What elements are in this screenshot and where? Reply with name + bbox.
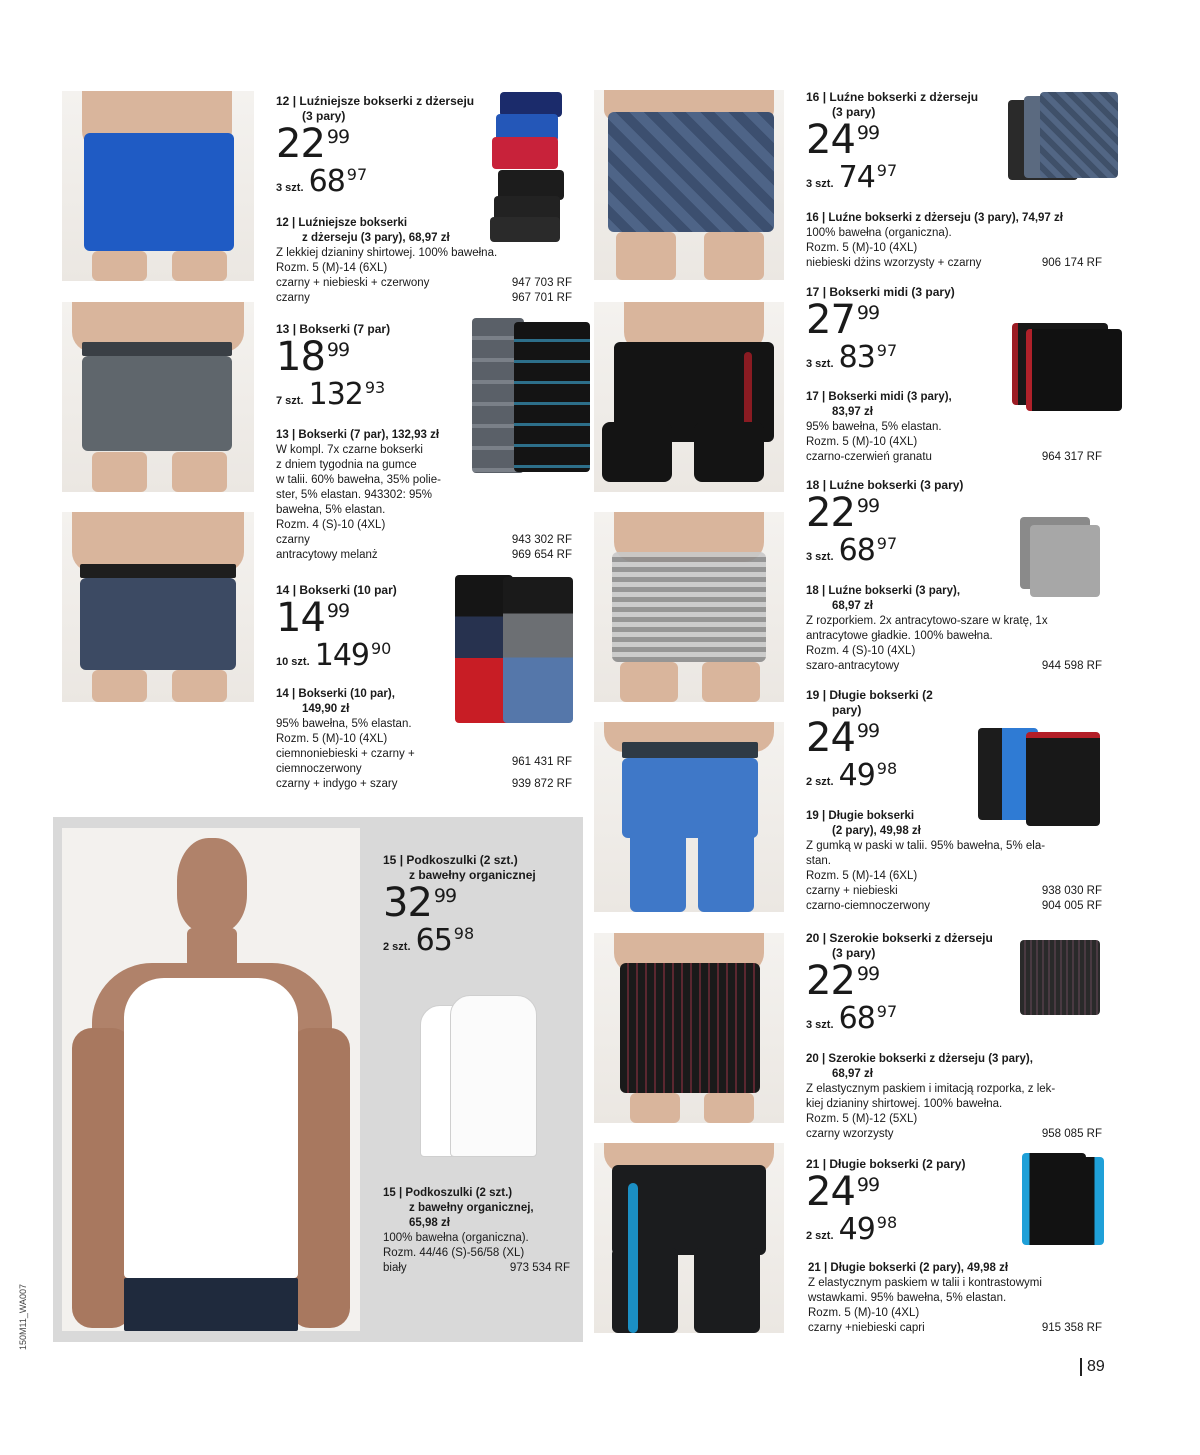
product-photo-checked-boxers [594, 512, 784, 702]
product-photo-navy-boxers [62, 512, 254, 702]
variant-row: czarno-czerwień granatu 964 317 RF [806, 451, 1102, 463]
pack-image-19 [978, 728, 1100, 820]
product-13-price: 18 99 [276, 334, 350, 380]
product-12-title: 12 | Luźniejsze bokserki z dżerseju (3 pary) [276, 94, 475, 123]
variant-row: biały 973 534 RF [383, 1262, 570, 1274]
page-number: 89 [1080, 1358, 1105, 1376]
variant-row: szaro-antracytowy 944 598 RF [806, 660, 1102, 672]
product-14-price: 14 99 [276, 595, 350, 641]
variant-row: niebieski dżins wzorzysty + czarny 906 174 RF [806, 257, 1102, 269]
product-15-description: 15 | Podkoszulki (2 szt.) z bawełny organicznej, 65,98 zł 100% bawełna (organiczna). Rozm. 44/46 (S)-56/58 (XL) biały 973 534 RF [383, 1187, 570, 1274]
product-18-multi-price: 3 szt. 68 97 [806, 533, 898, 568]
product-photo-striped-boxers [594, 933, 784, 1123]
product-17-title: 17 | Bokserki midi (3 pary) [806, 285, 955, 299]
product-15-price: 32 99 [383, 880, 457, 926]
product-16-description: 16 | Luźne bokserki z dżerseju (3 pary), 74,97 zł 100% bawełna (organiczna). Rozm. 5 (M)-10 (4XL) niebieski dżins wzorzysty + czarny 906 174 RF [806, 212, 1102, 269]
pack-image-21 [1022, 1153, 1104, 1245]
variant-row: czarny +niebieski capri 915 358 RF [808, 1322, 1102, 1334]
product-19-description: 19 | Długie bokserki (2 pary), 49,98 zł Z gumką w paski w talii. 95% bawełna, 5% ela- stan. Rozm. 5 (M)-14 (6XL) czarny + niebieski 938 030 RF czarno-ciemnoczerwony 904 005 RF [806, 810, 1102, 912]
product-16-price: 24 99 [806, 117, 880, 163]
product-19-price: 24 99 [806, 715, 880, 761]
product-photo-black-capri-boxers [594, 1143, 784, 1333]
pack-image-15 [420, 995, 535, 1160]
product-12-multi-price: 3 szt. 68 97 [276, 164, 368, 199]
product-16-title: 16 | Luźne bokserki z dżerseju (3 pary) [806, 90, 979, 119]
product-16-multi-price: 3 szt. 74 97 [806, 160, 898, 195]
variant-row: czarny + niebieski 938 030 RF [806, 885, 1102, 897]
product-15-title: 15 | Podkoszulki (2 szt.) z bawełny organicznej [383, 853, 536, 882]
product-19-multi-price: 2 szt. 49 98 [806, 758, 898, 793]
product-12-number: 12 [276, 94, 290, 108]
pack-image-20 [1020, 940, 1100, 1015]
product-21-title: 21 | Długie bokserki (2 pary) [806, 1157, 966, 1171]
catalog-code: 150M11_WA007 [18, 1283, 28, 1350]
product-14-title: 14 | Bokserki (10 par) [276, 583, 397, 597]
product-photo-black-midi-boxers [594, 302, 784, 492]
product-14-description: 14 | Bokserki (10 par), 149,90 zł 95% bawełna, 5% elastan. Rozm. 5 (M)-10 (4XL) ciemnoniebieski + czarny + ciemnoczerwony 961 431 RF czarny + indygo + szary 939 872 RF [276, 688, 572, 790]
product-21-multi-price: 2 szt. 49 98 [806, 1212, 898, 1247]
product-17-multi-price: 3 szt. 83 97 [806, 340, 898, 375]
product-photo-blue-boxers [62, 91, 254, 281]
variant-row: ciemnoniebieski + czarny + ciemnoczerwony 961 431 RF [276, 748, 572, 775]
product-20-description: 20 | Szerokie bokserki z dżerseju (3 pary), 68,97 zł Z elastycznym paskiem i imitacją rozporka, z lek- kiej dzianiny shirtowej. 100% bawełna. Rozm. 5 (M)-12 (5XL) czarny wzorzysty 958 085 RF [806, 1053, 1102, 1140]
product-17-price: 27 99 [806, 297, 880, 343]
variant-row: czarny 943 302 RF [276, 534, 572, 546]
product-14-multi-price: 10 szt. 149 90 [276, 638, 392, 673]
product-18-title: 18 | Luźne bokserki (3 pary) [806, 478, 964, 492]
variant-row: antracytowy melanż 969 654 RF [276, 549, 572, 561]
product-20-price: 22 99 [806, 958, 880, 1004]
product-20-multi-price: 3 szt. 68 97 [806, 1001, 898, 1036]
product-20-title: 20 | Szerokie bokserki z dżerseju (3 pary) [806, 931, 993, 960]
variant-row: czarny 967 701 RF [276, 292, 572, 304]
product-photo-patterned-blue-boxers [594, 90, 784, 280]
product-18-description: 18 | Luźne bokserki (3 pary), 68,97 zł Z rozporkiem. 2x antracytowo-szare w kratę, 1x antracytowe gładkie. 100% bawełna. Rozm. 4 (S)-10 (4XL) szaro-antracytowy 944 598 RF [806, 585, 1102, 672]
product-13-multi-price: 7 szt. 132 93 [276, 377, 386, 412]
product-12-price: 22 99 [276, 121, 350, 167]
variant-row: czarny + niebieski + czerwony 947 703 RF [276, 277, 572, 289]
product-21-price: 24 99 [806, 1169, 880, 1215]
product-17-description: 17 | Bokserki midi (3 pary), 83,97 zł 95% bawełna, 5% elastan. Rozm. 5 (M)-10 (4XL) czarno-czerwień granatu 964 317 RF [806, 391, 1102, 463]
product-21-description: 21 | Długie bokserki (2 pary), 49,98 zł Z elastycznym paskiem w talii i kontrastowymi wstawkami. 95% bawełna, 5% elastan. Rozm. 5 (M)-10 (4XL) czarny +niebieski capri 915 358 RF [808, 1262, 1102, 1334]
product-13-title: 13 | Bokserki (7 par) [276, 322, 391, 336]
product-13-description: 13 | Bokserki (7 par), 132,93 zł W kompl. 7x czarne bokserki z dniem tygodnia na gumce w talii. 60% bawełna, 35% polie- ster, 5% elastan. 943302: 95% bawełna, 5% elastan. Rozm. 4 (S)-10 (4XL) czarny 943 302 RF antracytowy melanż 969 654 RF [276, 429, 572, 561]
variant-row: czarno-ciemnoczerwony 904 005 RF [806, 900, 1102, 912]
product-photo-blue-long-boxers [594, 722, 784, 912]
variant-row: czarny wzorzysty 958 085 RF [806, 1128, 1102, 1140]
product-photo-gray-boxers [62, 302, 254, 492]
product-18-price: 22 99 [806, 490, 880, 536]
product-19-title: 19 | Długie bokserki (2 pary) [806, 688, 933, 717]
product-12-description: 12 | Luźniejsze bokserki z dżerseju (3 pary), 68,97 zł Z lekkiej dzianiny shirtowej. 100% bawełna. Rozm. 5 (M)-14 (6XL) czarny + niebieski + czerwony 947 703 RF czarny 967 701 RF [276, 217, 572, 304]
pack-image-16 [1008, 92, 1118, 184]
variant-row: czarny + indygo + szary 939 872 RF [276, 778, 572, 790]
product-photo-white-tank-top [62, 828, 360, 1331]
product-15-multi-price: 2 szt. 65 98 [383, 923, 475, 958]
